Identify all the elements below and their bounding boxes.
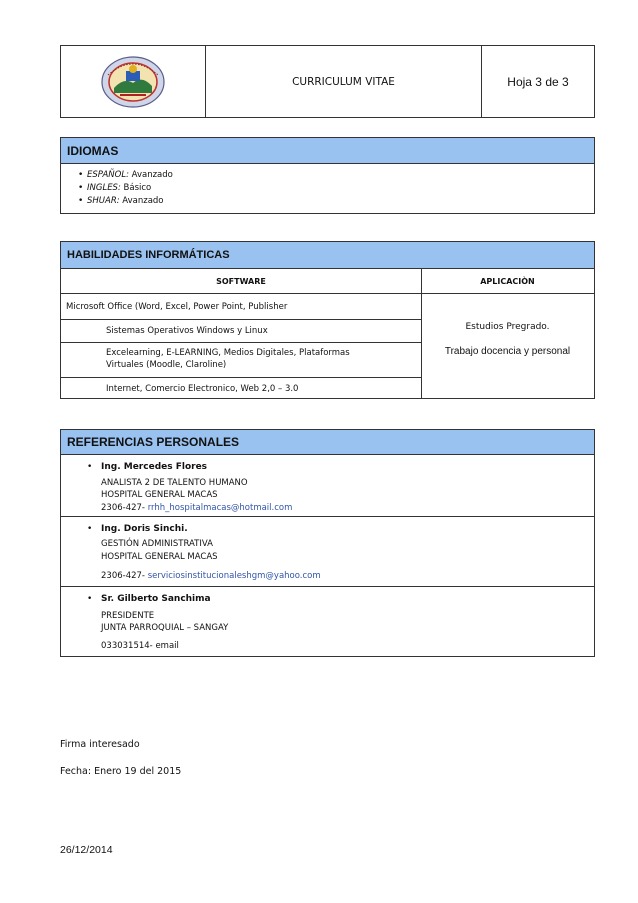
column-header-aplicacion: APLICACIÒN — [480, 276, 535, 286]
referencias-section — [60, 429, 595, 657]
table-row: Internet, Comercio Electronico, Web 2,0 – 3.0 — [106, 383, 299, 394]
bullet-icon: • — [78, 196, 84, 206]
reference-item: • Ing. Doris Sinchi. GESTIÓN ADMINISTRATIVA HOSPITAL GENERAL MACAS 2306-427- serviciosinstitucionaleshgm@yahoo.com — [61, 517, 594, 587]
column-header-software: SOFTWARE — [216, 276, 266, 286]
header-table — [60, 45, 595, 118]
fecha-label: Fecha: Enero 19 del 2015 — [60, 766, 182, 777]
software-header-row — [61, 269, 594, 294]
habilidades-heading: HABILIDADES INFORMÁTICAS — [61, 242, 594, 269]
table-row: Microsoft Office (Word, Excel, Power Point, Publisher — [61, 294, 421, 320]
header-logo-cell — [61, 46, 206, 117]
list-item: • SHUAR: Avanzado — [78, 196, 164, 206]
firma-label: Firma interesado — [60, 739, 140, 750]
reference-item: • Sr. Gilberto Sanchima PRESIDENTE JUNTA PARROQUIAL – SANGAY 033031514- email — [87, 594, 229, 651]
bullet-icon: • — [78, 170, 84, 180]
header-title-cell — [206, 46, 482, 117]
page-title: CURRICULUM VITAE — [292, 75, 395, 88]
hospital-seal-logo — [100, 55, 166, 109]
email-link[interactable]: serviciosinstitucionaleshgm@yahoo.com — [147, 571, 321, 581]
aplicacion-cell: Estudios Pregrado. Trabajo docencia y personal — [444, 322, 571, 357]
page-number: Hoja 3 de 3 — [507, 74, 569, 89]
bullet-icon: • — [87, 524, 93, 534]
idiomas-section — [60, 137, 595, 214]
habilidades-section — [60, 241, 595, 399]
bullet-icon: • — [87, 462, 93, 472]
bullet-icon: • — [78, 183, 84, 193]
table-row: Excelearning, E-LEARNING, Medios Digitales, Plataformas Virtuales (Moodle, Claroline) — [61, 343, 421, 378]
idiomas-list — [61, 169, 173, 208]
list-item: • ESPAÑOL: Avanzado — [78, 170, 173, 180]
idiomas-heading: IDIOMAS — [61, 138, 594, 164]
bullet-icon: • — [87, 594, 93, 604]
referencias-heading: REFERENCIAS PERSONALES — [61, 430, 594, 455]
document-date: 26/12/2014 — [60, 844, 113, 856]
email-link[interactable]: rrhh_hospitalmacas@hotmail.com — [147, 503, 293, 513]
header-page-cell — [482, 46, 594, 117]
reference-item: • Ing. Mercedes Flores ANALISTA 2 DE TALENTO HUMANO HOSPITAL GENERAL MACAS 2306-427- rrhh_hospitalmacas@hotmail.com — [61, 455, 594, 517]
list-item: • INGLES: Básico — [78, 183, 152, 193]
table-row: Sistemas Operativos Windows y Linux — [61, 320, 421, 343]
